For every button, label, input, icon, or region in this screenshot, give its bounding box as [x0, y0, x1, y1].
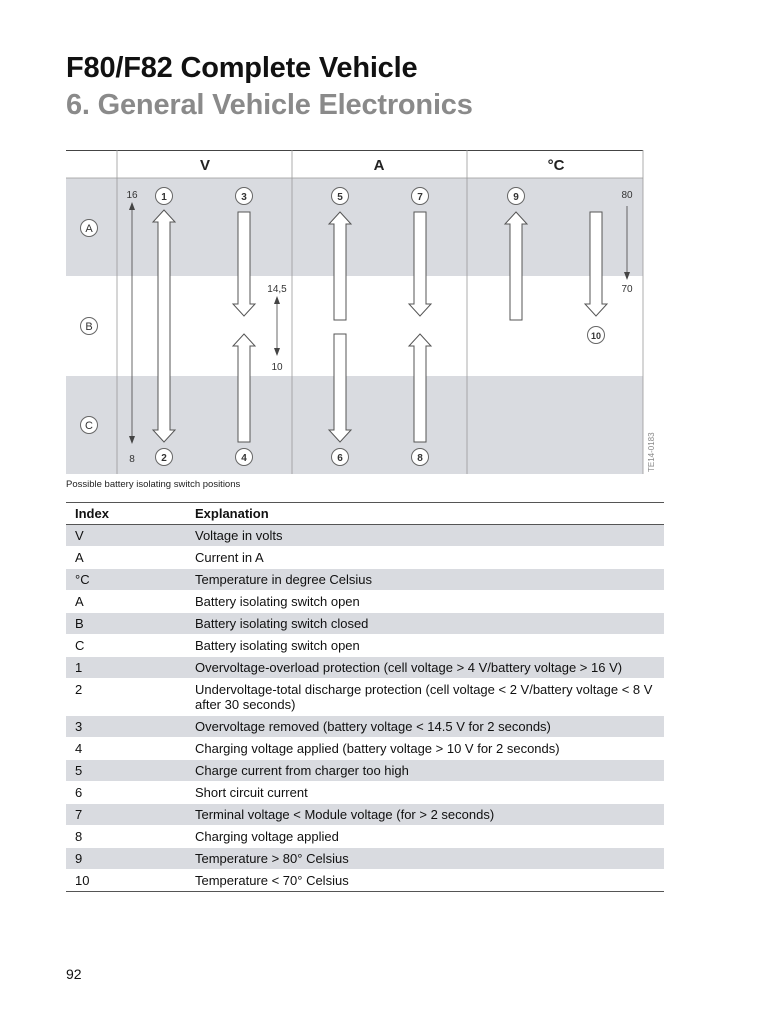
- page-number: 92: [66, 966, 82, 982]
- row-explanation: Terminal voltage < Module voltage (for > 2 seconds): [195, 807, 495, 822]
- scale-label-10: 10: [271, 362, 283, 373]
- table-row: [66, 635, 664, 657]
- row-marker-b: [81, 318, 98, 335]
- marker-3: [236, 188, 253, 205]
- svg-text:A: A: [85, 223, 93, 235]
- row-explanation: Battery isolating switch open: [195, 638, 360, 653]
- header-index: Index: [75, 506, 109, 521]
- table-row: [66, 679, 664, 716]
- marker-5: [332, 188, 349, 205]
- header-explanation: Explanation: [195, 506, 269, 521]
- row-index: 2: [75, 682, 83, 697]
- row-explanation: Temperature > 80° Celsius: [195, 851, 349, 866]
- figure-code: TE14-0183: [647, 432, 656, 472]
- row-explanation: Overvoltage removed (battery voltage < 14.5 V for 2 seconds): [195, 719, 551, 734]
- table-row: [66, 804, 664, 826]
- col-header-v: V: [199, 157, 211, 174]
- row-explanation: Battery isolating switch open: [195, 594, 360, 609]
- row-index: V: [75, 528, 84, 543]
- table-row: [66, 716, 664, 738]
- row-index: 4: [75, 741, 83, 756]
- svg-text:6: 6: [337, 453, 343, 464]
- table-header-row: [66, 503, 664, 525]
- marker-4: [236, 449, 253, 466]
- svg-text:5: 5: [337, 192, 343, 203]
- svg-text:1: 1: [161, 192, 167, 203]
- svg-text:B: B: [85, 321, 93, 333]
- svg-text:2: 2: [161, 453, 167, 464]
- table-row: [66, 547, 664, 569]
- scale-label-14-5: 14,5: [267, 284, 287, 295]
- table-row: [66, 525, 664, 547]
- table-row: [66, 738, 664, 760]
- row-index: A: [75, 550, 84, 565]
- table-row: [66, 782, 664, 804]
- svg-text:C: C: [85, 420, 93, 432]
- row-index: B: [75, 616, 84, 631]
- row-explanation: Temperature < 70° Celsius: [195, 873, 349, 888]
- table-row: [66, 826, 664, 848]
- svg-text:8: 8: [417, 453, 423, 464]
- row-explanation: Current in A: [195, 550, 264, 565]
- page-subtitle: 6. General Vehicle Electronics: [66, 89, 473, 121]
- scale-label-70: 70: [621, 284, 633, 295]
- scale-label-16: 16: [126, 190, 138, 201]
- row-index: C: [75, 638, 85, 653]
- row-explanation: Charging voltage applied: [195, 829, 339, 844]
- row-explanation: Charge current from charger too high: [195, 763, 409, 778]
- band-b: [66, 276, 643, 376]
- svg-text:7: 7: [417, 192, 423, 203]
- page-title: F80/F82 Complete Vehicle: [66, 52, 418, 84]
- row-explanation: Temperature in degree Celsius: [195, 572, 373, 587]
- row-marker-c: [81, 417, 98, 434]
- marker-2: [156, 449, 173, 466]
- row-index: A: [75, 594, 84, 609]
- row-explanation: Overvoltage-overload protection (cell voltage > 4 V/battery voltage > 16 V): [195, 660, 623, 675]
- row-index: 9: [75, 851, 83, 866]
- table-row: [66, 613, 664, 635]
- row-index: 7: [75, 807, 83, 822]
- col-header-c: °C: [547, 157, 565, 174]
- table-row: [66, 591, 664, 613]
- figure-caption: Possible battery isolating switch positions: [66, 479, 241, 490]
- svg-text:3: 3: [241, 192, 247, 203]
- row-explanation: Battery isolating switch closed: [195, 616, 369, 631]
- row-index: 6: [75, 785, 83, 800]
- row-marker-a: [81, 220, 98, 237]
- battery-switch-diagram: [66, 150, 666, 475]
- table-row: [66, 870, 664, 891]
- table-row: [66, 760, 664, 782]
- row-index: °C: [75, 572, 90, 587]
- marker-8: [412, 449, 429, 466]
- row-explanation: Short circuit current: [195, 785, 308, 800]
- row-explanation: Charging voltage applied (battery voltage > 10 V for 2 seconds): [195, 741, 560, 756]
- row-explanation: Undervoltage-total discharge protection (cell voltage < 2 V/battery voltage < 8 V after 30 seconds): [195, 682, 653, 712]
- col-header-a: A: [373, 157, 385, 174]
- band-c: [66, 376, 643, 474]
- row-index: 3: [75, 719, 83, 734]
- row-explanation: Voltage in volts: [195, 528, 283, 543]
- marker-6: [332, 449, 349, 466]
- row-index: 5: [75, 763, 83, 778]
- row-index: 1: [75, 660, 83, 675]
- scale-label-8: 8: [129, 454, 135, 465]
- row-index: 8: [75, 829, 83, 844]
- marker-10: [588, 327, 605, 344]
- marker-7: [412, 188, 429, 205]
- table-row: [66, 569, 664, 591]
- svg-text:10: 10: [590, 331, 602, 341]
- svg-text:9: 9: [513, 192, 519, 203]
- band-a: [66, 178, 643, 276]
- marker-1: [156, 188, 173, 205]
- table-row: [66, 657, 664, 679]
- row-index: 10: [75, 873, 90, 888]
- table-row: [66, 848, 664, 870]
- explanation-table: [66, 502, 664, 892]
- svg-text:4: 4: [241, 453, 247, 464]
- scale-label-80: 80: [621, 190, 633, 201]
- marker-9: [508, 188, 525, 205]
